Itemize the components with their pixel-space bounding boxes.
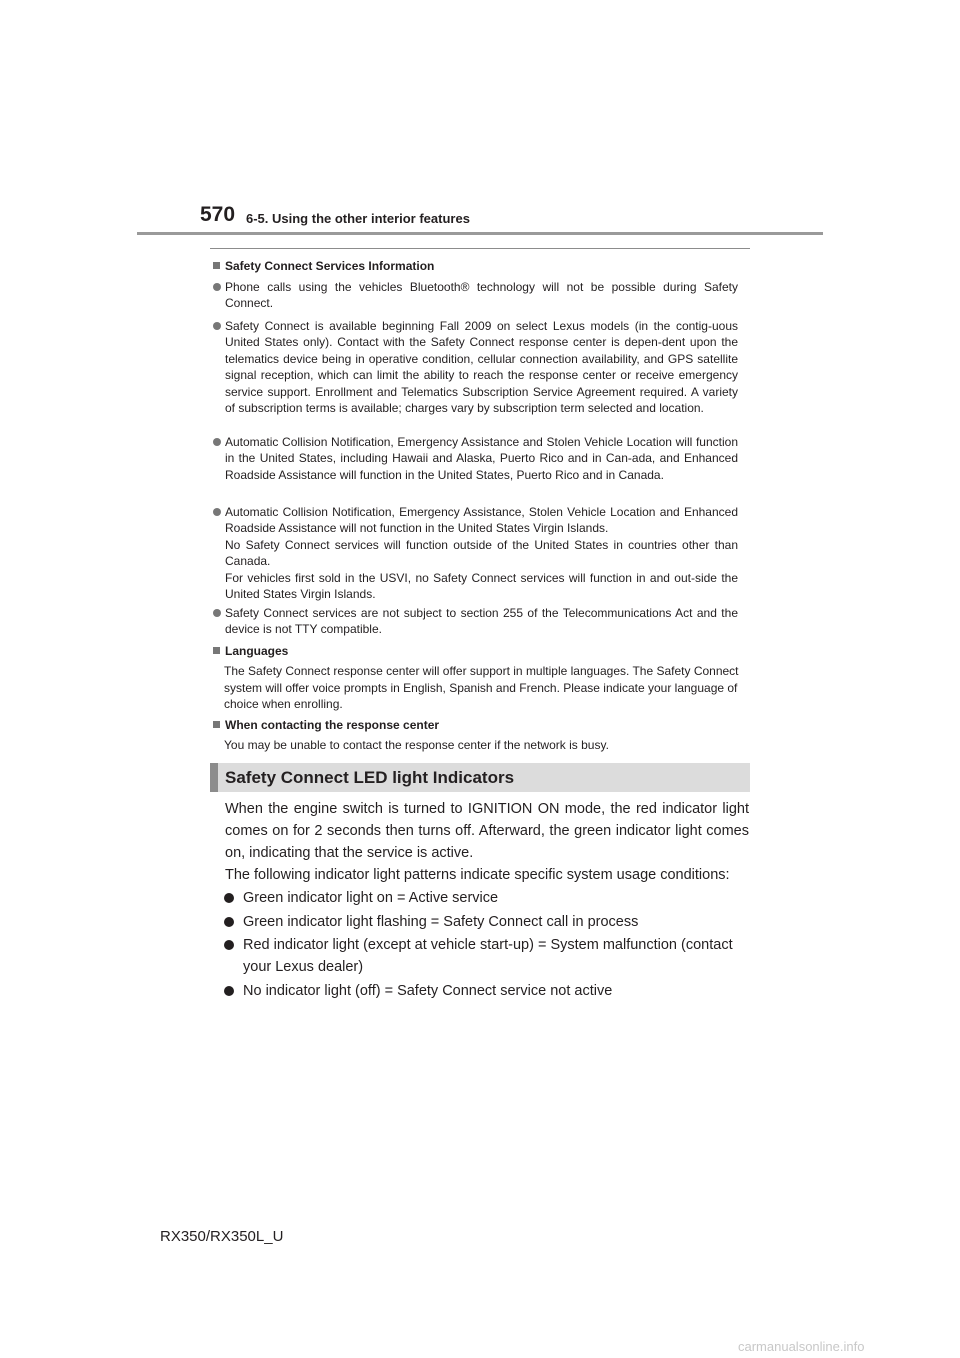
led-item-text: Red indicator light (except at vehicle start-up) = System malfunction (contact your Lexus dealer) [243, 937, 733, 975]
services-bullet-2 [213, 318, 750, 416]
contacting-block [213, 717, 750, 754]
watermark: carmanualsonline.info [738, 1339, 865, 1354]
led-item-text: Green indicator light flashing = Safety Connect call in process [243, 914, 639, 930]
page-number: 570 [200, 203, 236, 226]
led-item-1 [223, 887, 749, 909]
bullet-icon [213, 438, 221, 446]
bullet-icon [213, 609, 221, 617]
footer-model: RX350/RX350L_U [160, 1228, 284, 1245]
bullet-icon [224, 917, 234, 927]
led-item-text: No indicator light (off) = Safety Connect service not active [243, 983, 613, 999]
bullet-icon [224, 893, 234, 903]
header-rule [137, 232, 823, 235]
bullet-icon [224, 986, 234, 996]
services-bullet-4 [213, 504, 750, 602]
bullet-icon [213, 508, 221, 516]
led-section-title [210, 763, 750, 792]
services-bullet-3 [213, 434, 750, 483]
bullet-icon [224, 940, 234, 950]
led-intro: When the engine switch is turned to IGNITION ON mode, the red indicator light comes on for 2 seconds then turns off. Afterward, the green indicator light comes on, indicating that the service is active. [225, 801, 749, 861]
led-section-title-text: Safety Connect LED light Indicators [225, 767, 515, 787]
heading-text: Languages [225, 644, 289, 658]
services-bullet-1 [213, 279, 750, 312]
led-item-2 [223, 911, 749, 933]
languages-text: The Safety Connect response center will offer support in multiple languages. The Safety Connect system will offer voice prompts in English, Spanish and French. Please indicate your language of choice when enrolling. [224, 664, 739, 712]
square-bullet-icon [213, 262, 220, 269]
heading-text: Safety Connect Services Information [225, 259, 435, 273]
square-bullet-icon [213, 721, 220, 728]
heading-text: When contacting the response center [225, 718, 440, 732]
bullet-icon [213, 283, 221, 291]
bullet-text: Automatic Collision Notification, Emergency Assistance, Stolen Vehicle Location and Enhanced Roadside Assistance will not function in the United States Virgin Islands. No Safety Connect services will function outside of the United States in countries other than Canada. For vehicles first sold in the USVI, no Safety Connect services will function in and out-side the United States Virgin Islands. [225, 505, 738, 602]
contacting-text: You may be unable to contact the response center if the network is busy. [224, 738, 609, 753]
services-bullet-5 [213, 605, 750, 638]
led-item-4 [223, 980, 749, 1002]
bullet-text: Safety Connect services are not subject to section 255 of the Telecommunications Act and the device is not TTY compatible. [225, 606, 738, 637]
bullet-text: Safety Connect is available beginning Fall 2009 on select Lexus models (in the contig-uous United States only). Contact with the Safety Connect response center is depen-dent upon the telematics device being in operative condition, cellular connection availability, and GPS satellite signal reception, which can limit the ability to reach the response center or receive emergency service support. Enrollment and Telematics Subscription Service Agreement required. A variety of subscription terms is available; charges vary by subscription term selected and location. [225, 319, 738, 416]
bullet-text: Phone calls using the vehicles Bluetooth® technology will not be possible during Safety Connect. [225, 280, 738, 311]
bullet-icon [213, 322, 221, 330]
languages-block [213, 643, 750, 713]
section-title: 6-5. Using the other interior features [246, 211, 470, 226]
square-bullet-icon [213, 647, 220, 654]
led-item-text: Green indicator light on = Active service [243, 890, 499, 906]
services-info-heading [213, 258, 750, 274]
bullet-text: Automatic Collision Notification, Emergency Assistance and Stolen Vehicle Location will function in the United States, including Hawaii and Alaska, Puerto Rico and in Can-ada, and Enhanced Roadside Assistance will function in the United States, Puerto Rico and in Canada. [225, 435, 738, 482]
section-divider [210, 248, 750, 249]
led-intro-2: The following indicator light patterns indicate specific system usage conditions: [225, 867, 730, 883]
led-item-3 [223, 934, 749, 978]
